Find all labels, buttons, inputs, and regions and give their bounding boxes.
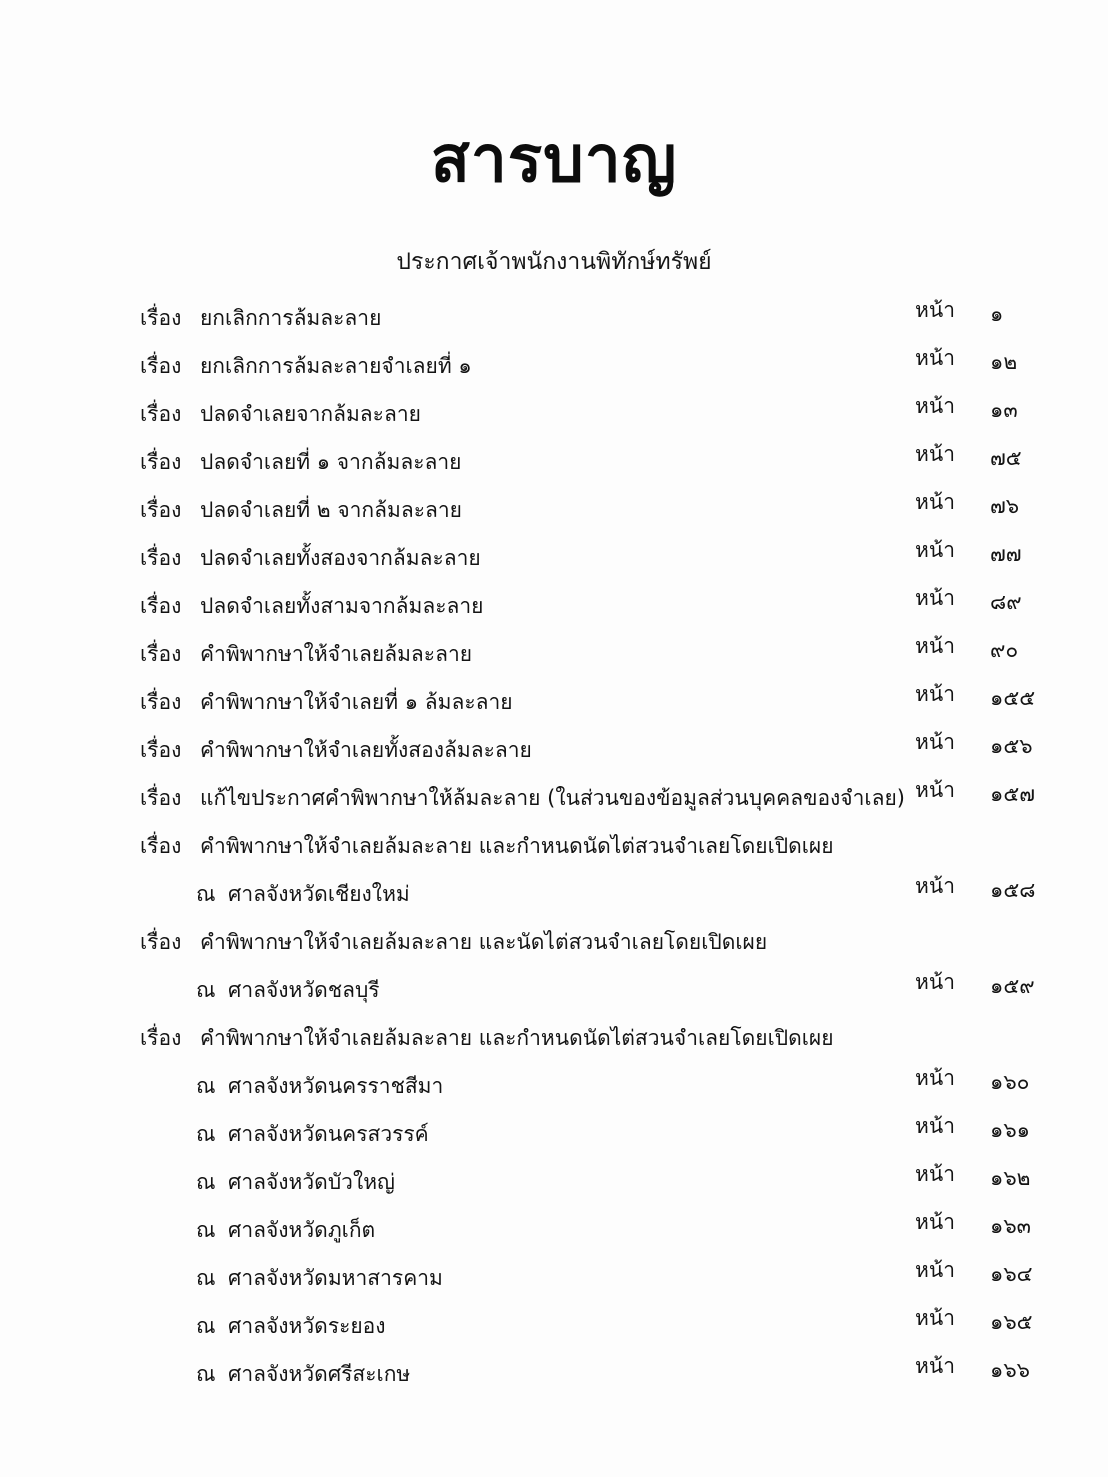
- subject-label: เรื่อง: [140, 594, 182, 618]
- page-number: ๑๒: [990, 350, 1018, 374]
- subject-label: เรื่อง: [140, 498, 182, 522]
- subject-label: เรื่อง: [140, 930, 182, 954]
- toc-entry: [0, 346, 1108, 386]
- court-name: ศาลจังหวัดบัวใหญ่: [228, 1170, 395, 1194]
- page-label: หน้า: [915, 1114, 955, 1138]
- court-name: ศาลจังหวัดชลบุรี: [228, 978, 380, 1002]
- page-number: ๑๖๕: [990, 1310, 1033, 1334]
- page-number: ๑๖๒: [990, 1166, 1031, 1190]
- page-label: หน้า: [915, 1210, 955, 1234]
- toc-court-entry: [0, 1354, 1108, 1394]
- page-number: ๑๕๗: [990, 782, 1036, 806]
- page-label: หน้า: [915, 1306, 955, 1330]
- group-title: คำพิพากษาให้จำเลยล้มละลาย และกำหนดนัดไต่สวนจำเลยโดยเปิดเผย: [200, 834, 834, 858]
- page-number: ๗๗: [990, 542, 1022, 566]
- court-name: ศาลจังหวัดมหาสารคาม: [228, 1266, 443, 1290]
- subject-label: เรื่อง: [140, 834, 182, 858]
- toc-court-entry: [0, 1258, 1108, 1298]
- page-number: ๑๖๖: [990, 1358, 1030, 1382]
- entry-title: แก้ไขประกาศคำพิพากษาให้ล้มละลาย (ในส่วนของข้อมูลส่วนบุคคลของจำเลย): [200, 786, 905, 810]
- page-label: หน้า: [915, 442, 955, 466]
- subject-label: เรื่อง: [140, 690, 182, 714]
- toc-entry: [0, 442, 1108, 482]
- toc-entry: [0, 778, 1108, 818]
- entry-title: คำพิพากษาให้จำเลยที่ ๑ ล้มละลาย: [200, 690, 513, 714]
- subject-label: เรื่อง: [140, 306, 182, 330]
- toc-entry: [0, 730, 1108, 770]
- page-label: หน้า: [915, 538, 955, 562]
- toc-entry: [0, 586, 1108, 626]
- page-number: ๑๕๙: [990, 974, 1035, 998]
- page-label: หน้า: [915, 1354, 955, 1378]
- page-label: หน้า: [915, 1258, 955, 1282]
- toc-court-entry: [0, 1162, 1108, 1202]
- entry-title: ปลดจำเลยทั้งสองจากล้มละลาย: [200, 546, 481, 570]
- court-prefix: ณ: [196, 1122, 216, 1146]
- section-title: ประกาศเจ้าพนักงานพิทักษ์ทรัพย์: [396, 249, 712, 275]
- group-title: คำพิพากษาให้จำเลยล้มละลาย และนัดไต่สวนจำเลยโดยเปิดเผย: [200, 930, 768, 954]
- subject-label: เรื่อง: [140, 546, 182, 570]
- entry-title: ยกเลิกการล้มละลายจำเลยที่ ๑: [200, 354, 472, 378]
- page-number: ๑๖๔: [990, 1262, 1033, 1286]
- page-number: ๘๙: [990, 590, 1022, 614]
- page-label: หน้า: [915, 490, 955, 514]
- page-number: ๑๕๕: [990, 686, 1036, 710]
- toc-entry: [0, 394, 1108, 434]
- court-prefix: ณ: [196, 1170, 216, 1194]
- toc-court-entry: [0, 874, 1108, 914]
- toc-court-entry: [0, 1306, 1108, 1346]
- page-number: ๗๖: [990, 494, 1020, 518]
- toc-group-heading: [0, 1018, 1108, 1058]
- page-label: หน้า: [915, 970, 955, 994]
- court-prefix: ณ: [196, 1074, 216, 1098]
- page-label: หน้า: [915, 634, 955, 658]
- entry-title: คำพิพากษาให้จำเลยล้มละลาย: [200, 642, 473, 666]
- entry-title: ยกเลิกการล้มละลาย: [200, 306, 382, 330]
- toc-entry: [0, 298, 1108, 338]
- court-name: ศาลจังหวัดศรีสะเกษ: [228, 1362, 411, 1386]
- page-label: หน้า: [915, 394, 955, 418]
- page-label: หน้า: [915, 586, 955, 610]
- court-prefix: ณ: [196, 1314, 216, 1338]
- page-label: หน้า: [915, 1162, 955, 1186]
- toc-entry: [0, 538, 1108, 578]
- court-name: ศาลจังหวัดเชียงใหม่: [228, 882, 410, 906]
- group-title: คำพิพากษาให้จำเลยล้มละลาย และกำหนดนัดไต่สวนจำเลยโดยเปิดเผย: [200, 1026, 834, 1050]
- toc-court-entry: [0, 1114, 1108, 1154]
- toc-group-heading: [0, 826, 1108, 866]
- page-label: หน้า: [915, 778, 955, 802]
- page-number: ๑๖๐: [990, 1070, 1030, 1094]
- page-label: หน้า: [915, 730, 955, 754]
- toc-entry: [0, 634, 1108, 674]
- page-number: ๙๐: [990, 638, 1019, 662]
- entry-title: ปลดจำเลยทั้งสามจากล้มละลาย: [200, 594, 484, 618]
- page-title: สารบาญ: [430, 123, 678, 197]
- subject-label: เรื่อง: [140, 642, 182, 666]
- page-label: หน้า: [915, 1066, 955, 1090]
- subject-label: เรื่อง: [140, 738, 182, 762]
- entry-title: ปลดจำเลยจากล้มละลาย: [200, 402, 421, 426]
- court-prefix: ณ: [196, 978, 216, 1002]
- page-label: หน้า: [915, 682, 955, 706]
- court-prefix: ณ: [196, 1362, 216, 1386]
- page-number: ๑๕๖: [990, 734, 1033, 758]
- court-name: ศาลจังหวัดนครสวรรค์: [228, 1122, 429, 1146]
- page-number: ๑: [990, 302, 1004, 326]
- page-label: หน้า: [915, 874, 955, 898]
- court-name: ศาลจังหวัดระยอง: [228, 1314, 386, 1338]
- page-label: หน้า: [915, 298, 955, 322]
- toc-court-entry: [0, 1066, 1108, 1106]
- subject-label: เรื่อง: [140, 450, 182, 474]
- court-prefix: ณ: [196, 882, 216, 906]
- toc-court-entry: [0, 1210, 1108, 1250]
- subject-label: เรื่อง: [140, 786, 182, 810]
- subject-label: เรื่อง: [140, 354, 182, 378]
- court-prefix: ณ: [196, 1266, 216, 1290]
- page-number: ๑๖๑: [990, 1118, 1030, 1142]
- court-name: ศาลจังหวัดนครราชสีมา: [228, 1074, 444, 1098]
- page-label: หน้า: [915, 346, 955, 370]
- entry-title: คำพิพากษาให้จำเลยทั้งสองล้มละลาย: [200, 738, 532, 762]
- page-number: ๗๕: [990, 446, 1022, 470]
- toc-court-entry: [0, 970, 1108, 1010]
- page-number: ๑๓: [990, 398, 1018, 422]
- subject-label: เรื่อง: [140, 1026, 182, 1050]
- court-prefix: ณ: [196, 1218, 216, 1242]
- toc-group-heading: [0, 922, 1108, 962]
- page-number: ๑๖๓: [990, 1214, 1032, 1238]
- entry-title: ปลดจำเลยที่ ๑ จากล้มละลาย: [200, 450, 462, 474]
- toc-entry: [0, 682, 1108, 722]
- toc-entry: [0, 490, 1108, 530]
- entry-title: ปลดจำเลยที่ ๒ จากล้มละลาย: [200, 498, 462, 522]
- court-name: ศาลจังหวัดภูเก็ต: [228, 1218, 376, 1242]
- page-number: ๑๕๘: [990, 878, 1036, 902]
- subject-label: เรื่อง: [140, 402, 182, 426]
